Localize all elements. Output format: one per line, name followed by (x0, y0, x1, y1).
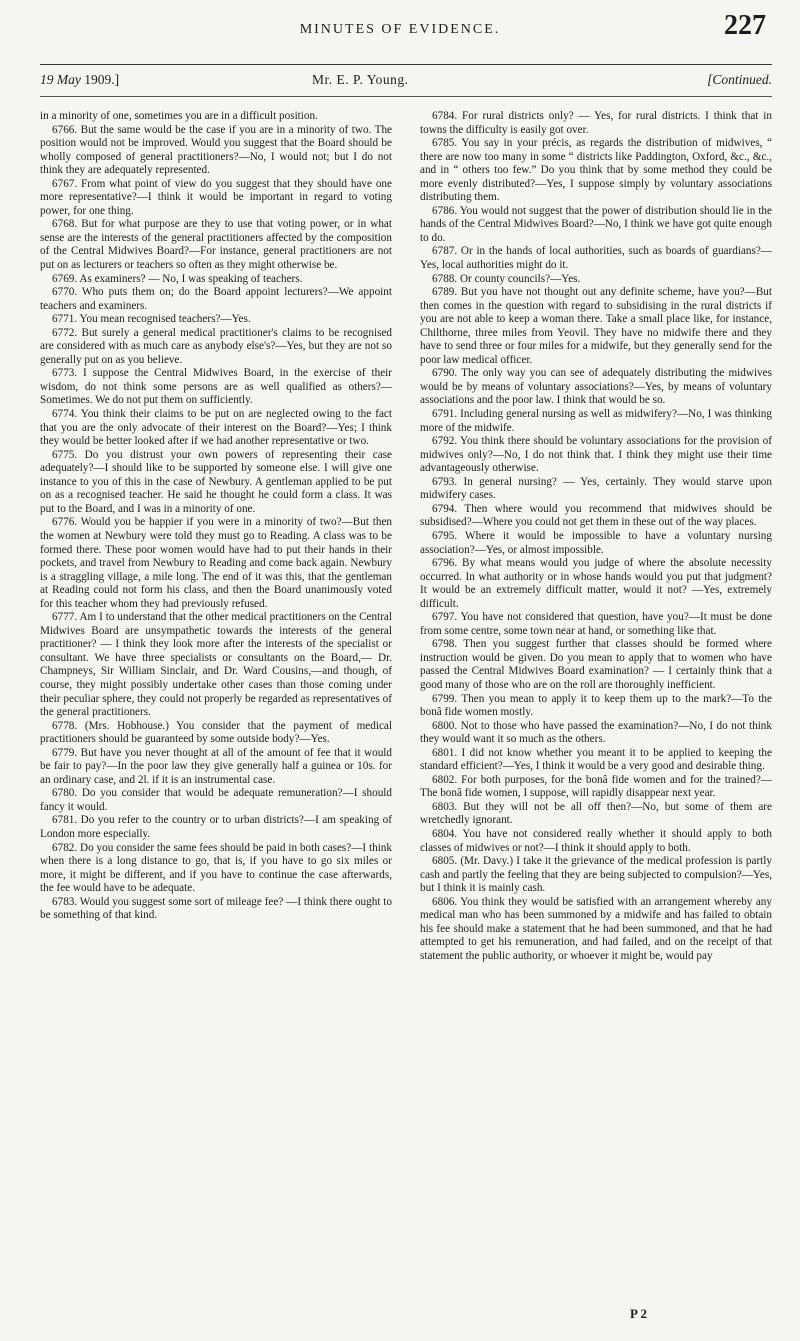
paragraph: 6785. You say in your précis, as regards the distribution of midwives, “ there are now too many in some “ districts like Paddington, Oxford, &c., &c., and in “ others too few.” Do you think that by some method they could be more evenly distributed?—Yes, I suppose simply by voluntary associations distributing them. (420, 137, 772, 204)
paragraph: 6802. For both purposes, for the bonâ fide women and for the trained?—The bonâ fide women, I suppose, will rapidly disappear next year. (420, 773, 772, 800)
paragraph: 6767. From what point of view do you suggest that they should have one more representative?—I think it would be important in regard to voting power, for one thing. (40, 177, 392, 217)
paragraph: 6791. Including general nursing as well as midwifery?—No, I was thinking more of the midwife. (420, 408, 772, 434)
running-title: MINUTES OF EVIDENCE. (299, 22, 501, 37)
paragraph: 6798. Then you suggest further that classes should be formed where instruction would be given. Do you mean to apply that to women who have passed the Central Midwives Board examination? — I certainly think that a good many of those who are on the roll are thoroughly inefficient. (420, 638, 772, 691)
witness-name: Mr. E. P. Young. (312, 72, 409, 87)
paragraph: 6784. For rural districts only? — Yes, for rural districts. I think that in towns the difficulty is easily got over. (420, 110, 772, 136)
subheader-rule (40, 96, 772, 97)
paragraph: 6771. You mean recognised teachers?—Yes. (52, 313, 251, 326)
signature-mark: P 2 (630, 1306, 647, 1321)
paragraph: 6781. Do you refer to the country or to urban districts?—I am speaking of London more especially. (40, 814, 392, 840)
paragraph: 6801. I did not know whether you meant it to be applied to keeping the standard efficient?—Yes, I think it would be a very good and desirable thing. (420, 746, 772, 773)
paragraph: 6783. Would you suggest some sort of mileage fee? —I think there ought to be something of that kind. (40, 895, 392, 922)
paragraph: 6779. But have you never thought at all of the amount of fee that it would be fair to pay?—In the poor law they give generally half a guinea or 10s. for an ordinary case, and 2l. if it is an instrumental case. (40, 746, 392, 786)
paragraph: 6786. You would not suggest that the power of distribution should lie in the hands of the Central Midwives Board?—No, I think we have got quite enough to do. (420, 204, 772, 244)
paragraph: 6799. Then you mean to apply it to keep them up to the mark?—To the bonâ fide women mostly. (420, 692, 772, 719)
paragraph: 6789. But you have not thought out any definite scheme, have you?—But then comes in the question with regard to subsidising in the rural districts if you are not able to keep a woman there. Take a small place like, for instance, Chilthorne, three miles from Yeovil. They have no midwife there and they have to send three or four miles for a midwife, but they generally send for the poor law medical officer. (420, 286, 772, 366)
page-number: 227 (724, 10, 766, 41)
paragraph: 6780. Do you consider that would be adequate remuneration?—I should fancy it would. (40, 787, 392, 813)
paragraph: 6788. Or county councils?—Yes. (432, 272, 581, 285)
paragraph: 6775. Do you distrust your own powers of representing their case adequately?—I should like to be supported by someone else. I will give one instance to you of this in the case of Newbury. A gentleman applied to be put on as a recognised teacher. He said he thought he could form a class. It was put to the Board, and I was in a minority of one. (40, 448, 392, 515)
header-rule (40, 64, 772, 65)
paragraph: 6790. The only way you can see of adequately distributing the midwives would be by means of voluntary associations?—Yes, by means of voluntary associations and the poor law. I think that would be so. (420, 367, 772, 407)
paragraph: 6778. (Mrs. Hobhouse.) You consider that the payment of medical practitioners should be guaranteed by some outside body?—Yes. (40, 719, 392, 746)
paragraph: 6774. You think their claims to be put on are neglected owing to the fact that you are the only advocate of their interest on the Board?—Yes; I think they would be better looked after if we had another representative or two. (40, 408, 392, 448)
continued-label: [Continued. (707, 72, 772, 87)
text-columns (40, 110, 772, 1310)
paragraph: 6803. But they will not be all off then?—No, but some of them are wretchedly ignorant. (420, 800, 772, 827)
paragraph: 6806. You think they would be satisfied with an arrangement whereby any medical man who has been summoned by a midwife and has failed to obtain his fee should make a statement that he had been summoned, and that he had attempted to get his remuneration, and had failed, and on the receipt of that statement the public authority, or whoever it might be, would pay (420, 895, 772, 962)
paragraph: 6794. Then where would you recommend that midwives should be subsidised?—Where you could not get them in these out of the way places. (420, 502, 772, 529)
sitting-date (40, 72, 119, 88)
left-column (40, 110, 392, 1310)
paragraph: 6770. Who puts them on; do the Board appoint lecturers?—We appoint teachers and examiners. (40, 286, 392, 312)
paragraph: 6766. But the same would be the case if you are in a minority of two. The position would not be improved. Would you suggest that the Board should be wholly composed of general practitioners?—No, I would not; but I do not think they are adequately represented. (40, 123, 392, 177)
paragraph: 6777. Am I to understand that the other medical practitioners on the Central Midwives Board are unsympathetic towards the interests of the general practitioner? — I think they look more after the interests of the specialist or consultant. We have three specialists or consultants on the Board,— Dr. Champneys, Sir William Sinclair, and Dr. Ward Cousins,—and though, of course, they might possibly undertake other cases than those coming under their peculiar sphere, they could not properly be regarded as representatives of the general practitioners. (40, 611, 392, 719)
paragraph: 6773. I suppose the Central Midwives Board, in the exercise of their wisdom, do not think some persons are as well qualified as others?—Sometimes. We do not put them on sufficiently. (40, 367, 392, 407)
paragraph: 6796. By what means would you judge of where the absolute necessity occurred. In what authority or in whose hands would you put that judgment? It would be an extremely difficult matter, would it not? —Yes, extremely difficult. (420, 557, 772, 610)
paragraph: in a minority of one, sometimes you are in a difficult position. (40, 110, 318, 122)
sitting-day-month: 19 May (40, 72, 81, 87)
paragraph: 6800. Not to those who have passed the examination?—No, I do not think they would want it so much as the others. (420, 719, 772, 746)
paragraph: 6797. You have not considered that question, have you?—It must be done from some centre, some town near at hand, or something like that. (420, 611, 772, 637)
paragraph: 6795. Where it would be impossible to have a voluntary nursing association?—Yes, or almost impossible. (420, 529, 772, 556)
paragraph: 6776. Would you be happier if you were in a minority of two?—But then the women at Newbury were told they must go to Reading. A class was to be formed there. These poor women would have had to put their hands in their pockets, and travel from Newbury to Reading and come back again. Newbury is a straggling village, a mile long. The end of it was this, that the gentleman at Reading could not form his class, and then the Board unanimously voted for this teacher whom they had previously refused. (40, 516, 392, 610)
paragraph: 6769. As examiners? — No, I was speaking of teachers. (52, 272, 303, 285)
paragraph: 6787. Or in the hands of local authorities, such as boards of guardians?—Yes, local authorities might do it. (420, 245, 772, 272)
paragraph: 6804. You have not considered really whether it should apply to both classes of midwives or not?—I think it should apply to both. (420, 827, 772, 854)
paragraph: 6805. (Mr. Davy.) I take it the grievance of the medical profession is partly cash and partly the feeling that they are being subjected to compulsion?—Yes, but I think it is mainly cash. (420, 855, 772, 895)
paragraph: 6792. You think there should be voluntary associations for the provision of midwives only?—No, I do not think that. I think they might use their time advantageously otherwise. (420, 435, 772, 475)
right-column (420, 110, 772, 1310)
subheader (40, 72, 772, 94)
paragraph: 6782. Do you consider the same fees should be paid in both cases?—I think when there is a long distance to go, that is, if you have to go six miles or more, it might be different, and if you have to continue the case afterwards, the fee would have to be adequate. (40, 841, 392, 895)
paragraph: 6772. But surely a general medical practitioner's claims to be recognised are considered with as much care as anybody else's?—Yes, but they are not so generally put on as you believe. (40, 326, 392, 366)
sitting-year: 1909.] (84, 72, 120, 87)
paragraph: 6768. But for what purpose are they to use that voting power, or in what sense are the interests of the general practitioners affected by the composition of the Central Midwives Board?—For instance, general practitioners are not put on as lecturers or teachers so often as they might otherwise be. (40, 218, 392, 272)
paragraph: 6793. In general nursing? — Yes, certainly. They would starve upon midwifery cases. (420, 475, 772, 502)
